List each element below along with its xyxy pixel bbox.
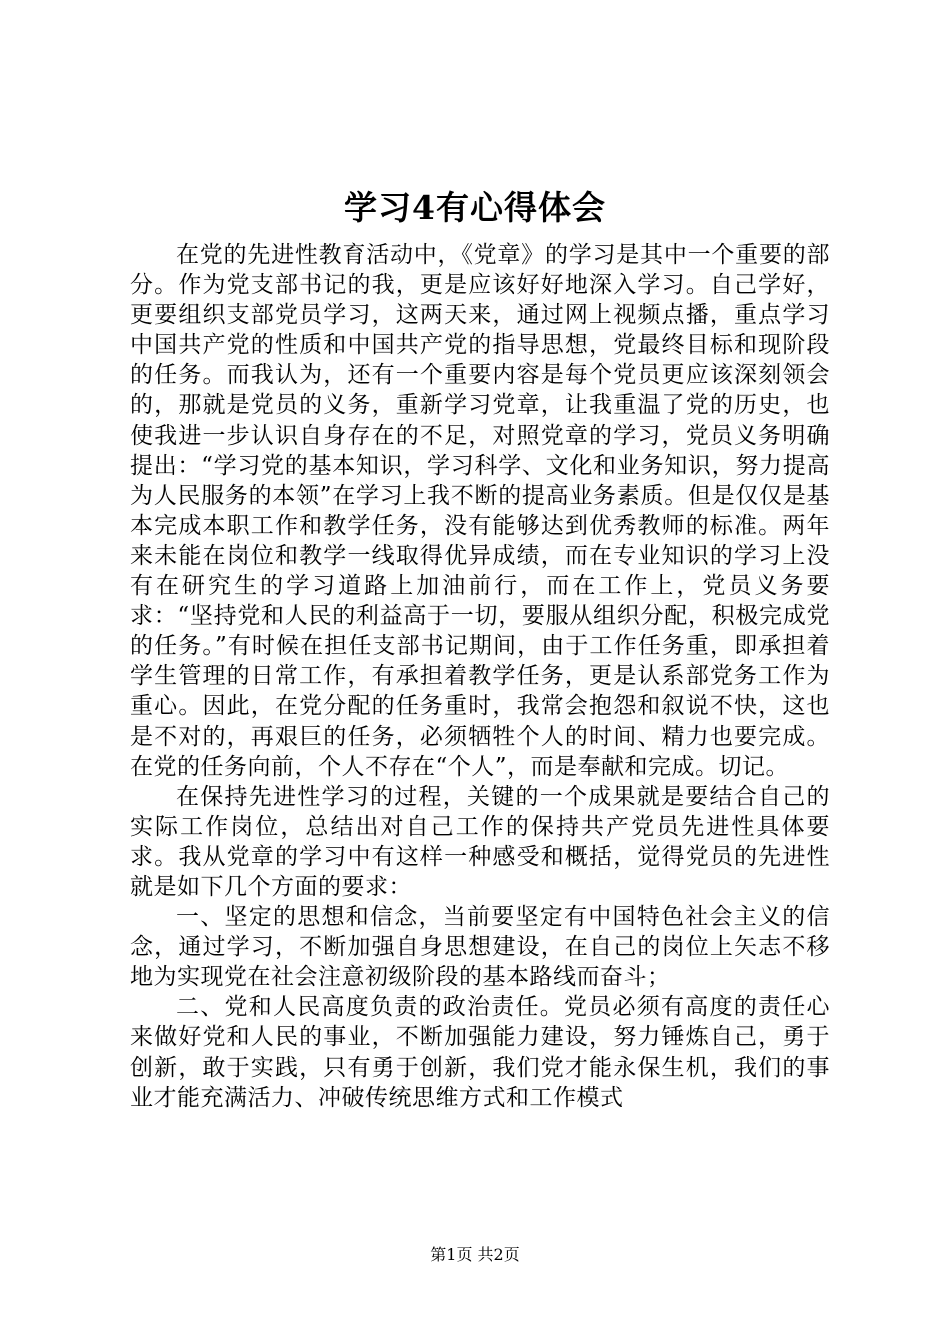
paragraph: 一、坚定的思想和信念，当前要坚定有中国特色社会主义的信念，通过学习，不断加强自身思想建设，在自己的岗位上矢志不移地为实现党在社会注意初级阶段的基本路线而奋斗； — [130, 904, 830, 991]
paragraph: 在保持先进性学习的过程，关键的一个成果就是要结合自己的实际工作岗位，总结出对自己工作的保持共产党员先进性具体要求。我从党章的学习中有这样一种感受和概括，觉得党员的先进性就是如下几个方面的要求： — [130, 783, 830, 900]
page-footer: 第1页 共2页 — [430, 1245, 520, 1264]
document-title: 学习4有心得体会 — [344, 188, 606, 227]
paragraph: 在党的先进性教育活动中，《党章》的学习是其中一个重要的部分。作为党支部书记的我，更是应该好好地深入学习。自己学好，更要组织支部党员学习，这两天来，通过网上视频点播，重点学习中国共产党的性质和中国共产党的指导思想，党最终目标和现阶段的任务。而我认为，还有一个重要内容是每个党员更应该深刻领会的，那就是党员的义务，重新学习党章，让我重温了党的历史，也使我进一步认识自身存在的不足，对照党章的学习，党员义务明确提出：“学习党的基本知识，学习科学、文化和业务知识，努力提高为人民服务的本领”在学习上我不断的提高业务素质。但是仅仅是基本完成本职工作和教学任务，没有能够达到优秀教师的标准。两年来未能在岗位和教学一线取得优异成绩，而在专业知识的学习上没有在研究生的学习道路上加油前行，而在工作上，党员义务要求：“坚持党和人民的利益高于一切，要服从组织分配，积极完成党的任务。”有时候在担任支部书记期间，由于工作任务重，即承担着学生管理的日常工作，有承担着教学任务，更是认系部党务工作为重心。因此，在党分配的任务重时，我常会抱怨和叙说不快，这也是不对的，再艰巨的任务，必须牺牲个人的时间、精力也要完成。在党的任务向前，个人不存在“个人”，而是奉献和完成。切记。 — [130, 242, 830, 780]
paragraph: 二、党和人民高度负责的政治责任。党员必须有高度的责任心来做好党和人民的事业，不断加强能力建设，努力锤炼自己，勇于创新，敢于实践，只有勇于创新，我们党才能永保生机，我们的事业才能充满活力、冲破传统思维方式和工作模式 — [130, 994, 830, 1111]
document-body — [130, 240, 830, 1113]
